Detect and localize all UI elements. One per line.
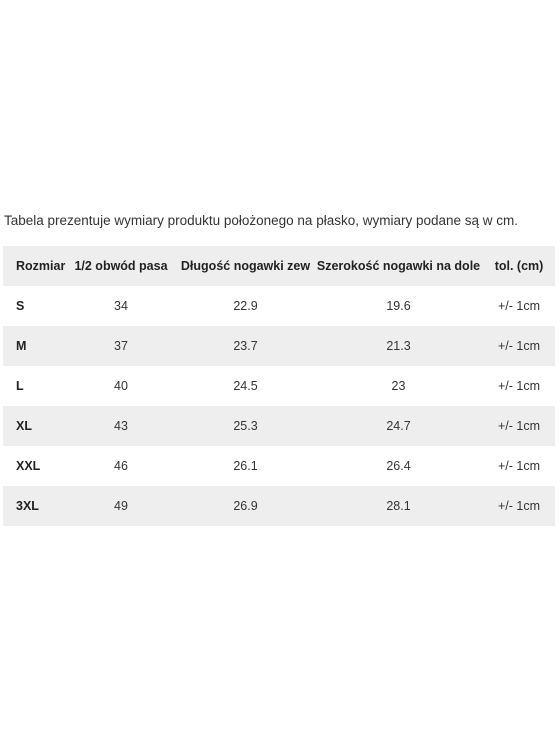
cell-size: 3XL [3, 486, 65, 526]
cell-half-waist: 40 [114, 379, 128, 393]
header-outer-leg-length: Długość nogawki zew [177, 246, 314, 286]
table-row [3, 326, 555, 366]
cell-size: S [16, 299, 25, 313]
cell-leg-opening-width: 23 [391, 379, 406, 393]
cell-outer-leg-length: 25.3 [177, 406, 314, 446]
cell-tolerance: +/- 1cm [483, 486, 555, 526]
cell-outer-leg-length: 22.9 [233, 299, 258, 313]
table-row [3, 286, 555, 326]
header-half-waist: 1/2 obwód pasa [65, 246, 177, 286]
cell-half-waist: 46 [114, 459, 128, 473]
header-leg-opening-width: Szerokość nogawki na dole [314, 246, 483, 286]
table-row [3, 366, 555, 406]
header-tolerance: tol. (cm) [483, 246, 555, 286]
table-caption: Tabela prezentuje wymiary produktu położonego na płasko, wymiary podane są w cm. [4, 213, 519, 228]
cell-outer-leg-length: 24.5 [233, 379, 258, 393]
table-row [3, 406, 555, 446]
cell-outer-leg-length: 26.1 [233, 459, 258, 473]
cell-half-waist: 49 [65, 486, 177, 526]
cell-size: M [3, 326, 65, 366]
header-size: Rozmiar [3, 246, 65, 286]
cell-size: L [16, 379, 24, 393]
cell-leg-opening-width: 26.4 [386, 459, 411, 473]
cell-leg-opening-width: 21.3 [314, 326, 483, 366]
cell-outer-leg-length: 23.7 [177, 326, 314, 366]
cell-tolerance: +/- 1cm [483, 406, 555, 446]
cell-leg-opening-width: 28.1 [314, 486, 483, 526]
cell-leg-opening-width: 19.6 [386, 299, 411, 313]
cell-size: XXL [16, 459, 41, 473]
cell-half-waist: 37 [65, 326, 177, 366]
cell-tolerance: +/- 1cm [497, 459, 541, 473]
size-table [3, 246, 555, 526]
cell-tolerance: +/- 1cm [483, 326, 555, 366]
cell-outer-leg-length: 26.9 [177, 486, 314, 526]
cell-size: XL [3, 406, 65, 446]
cell-tolerance: +/- 1cm [497, 299, 541, 313]
cell-tolerance: +/- 1cm [497, 379, 541, 393]
cell-half-waist: 43 [65, 406, 177, 446]
table-row [3, 446, 555, 486]
cell-half-waist: 34 [114, 299, 128, 313]
cell-leg-opening-width: 24.7 [314, 406, 483, 446]
table-row [3, 486, 555, 526]
table-header-row [3, 246, 555, 286]
